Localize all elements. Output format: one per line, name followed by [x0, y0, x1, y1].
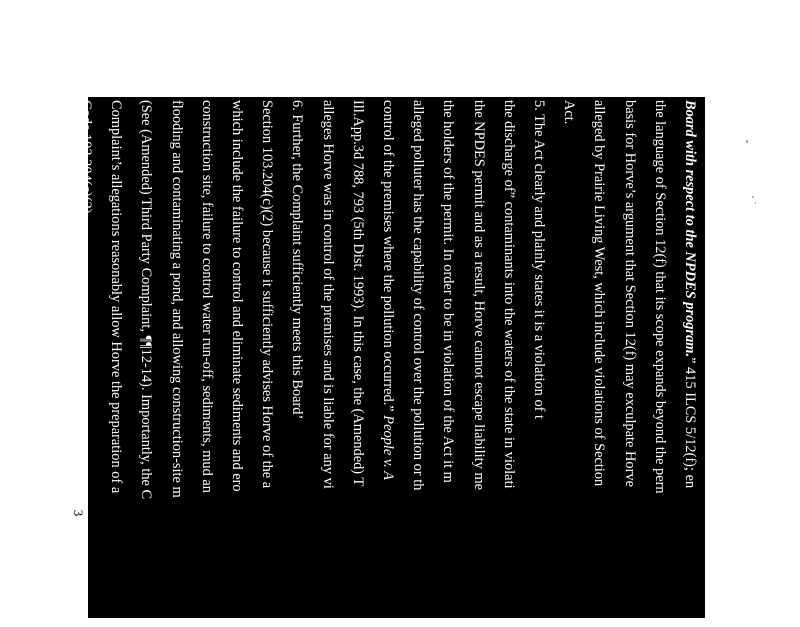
text-run: which include the failure to control and eliminate sediments and ero	[229, 100, 245, 492]
page-number: 3	[71, 509, 86, 517]
text-run: the NPDES permit and as a result, Horve cannot escape liability me	[470, 100, 487, 491]
text-run: alleges Horve was in control of the premises and is liable for any vi	[319, 100, 336, 489]
text-line	[463, 100, 493, 490]
text-line	[614, 100, 644, 487]
text-line	[312, 100, 342, 489]
scan-speck	[755, 202, 756, 204]
text-run: Ill.App.3d 788, 793 (5th Dist. 1993). In this case, the (Amended) T	[349, 100, 366, 487]
text-line	[131, 100, 161, 499]
text-line	[433, 100, 463, 483]
rotated-text-body	[78, 97, 705, 627]
scan-speck	[746, 140, 748, 143]
text-line	[675, 100, 705, 488]
text-line	[645, 100, 675, 494]
text-run: construction site, failure to control water run-off, sediments, mud an	[198, 100, 215, 493]
inverted-scan-region	[78, 97, 705, 618]
text-run: People v. A	[380, 415, 396, 480]
text-line	[494, 100, 524, 489]
text-line	[252, 100, 282, 488]
text-run: Board with respect to the NPDES program.	[682, 100, 698, 358]
text-run: the discharge of” contaminants into the waters of the state in violati	[500, 100, 517, 489]
text-run: Code 103.204(c)(2).	[78, 100, 94, 218]
text-line	[343, 100, 373, 486]
text-run: 6. Further, the Complaint sufficiently meets this Board’	[289, 100, 306, 420]
text-run: alleged polluter has the capability of control over the pollution or th	[410, 100, 427, 491]
text-line	[403, 100, 433, 490]
text-line	[373, 100, 403, 480]
text-line	[192, 100, 222, 493]
text-line	[584, 100, 614, 486]
text-run: the language of Section 12(f) that its scope expands beyond the pern	[651, 100, 668, 494]
text-run: alleged by Prairie Living West, which include violations of Section	[591, 100, 608, 487]
text-run: Section 103.204(c)(2) because it sufficiently advises Horve of the a	[259, 100, 276, 489]
text-run: the holders of the permit. In order to be in violation of the Act it m	[440, 100, 457, 483]
text-line	[222, 100, 252, 492]
text-run: ” 415 ILCS 5/12(f); en	[682, 357, 698, 489]
scan-speck	[752, 196, 754, 198]
text-line	[282, 100, 312, 419]
text-line	[101, 100, 131, 493]
text-run: Act.	[561, 100, 578, 125]
text-run: basis for Horve’s argument that Section 12(f) may exculpate Horve	[621, 100, 638, 487]
text-line	[161, 100, 191, 498]
text-run: Complaint’s allegations reasonably allow Horve the preparation of a	[108, 100, 125, 494]
text-line	[524, 100, 554, 419]
text-line	[71, 100, 101, 217]
text-run: 5. The Act clearly and plainly states it is a violation of t	[531, 100, 547, 420]
text-line	[554, 100, 584, 124]
text-run: (See (Amended) Third Party Complaint, ¶¶12-14). Importantly, the C	[138, 100, 155, 500]
text-run: control of the premises where the pollution occurred.”	[380, 100, 396, 416]
text-run: flooding and contaminating a pond, and allowing construction-site m	[168, 100, 185, 498]
